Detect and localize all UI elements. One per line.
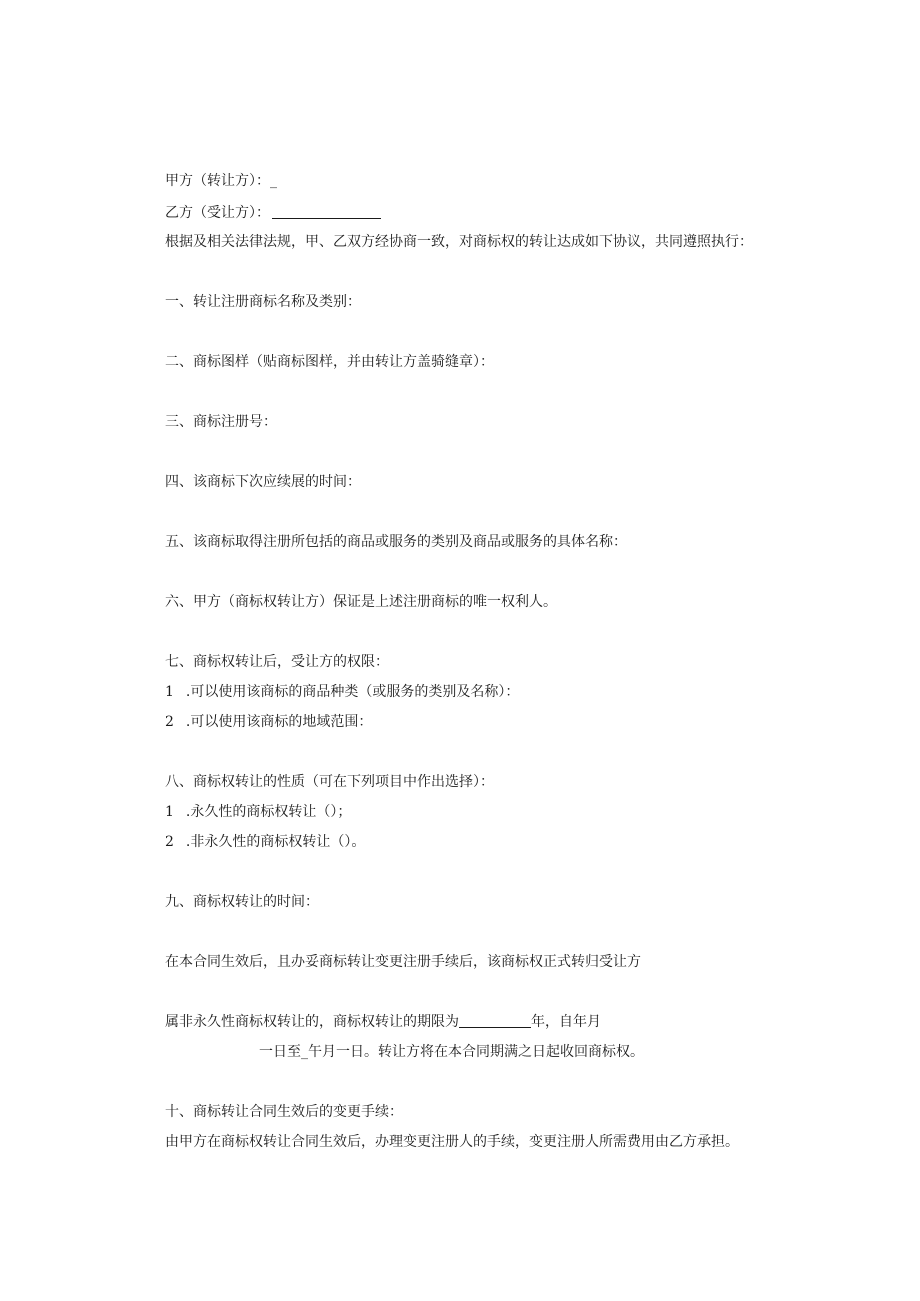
section-2-heading: 二、商标图样（贴商标图样，并由转让方盖骑缝章）： [165, 354, 494, 370]
party-b-label: 乙方（受让方）： [165, 205, 270, 221]
section-1-heading: 一、转让注册商标名称及类别： [165, 294, 361, 310]
section-9-paragraph-2 [165, 1012, 601, 1032]
section-7-heading: 七、商标权转让后，受让方的权限： [165, 654, 389, 670]
section-5-heading: 五、该商标取得注册所包括的商品或服务的类别及商品或服务的具体名称： [165, 534, 627, 550]
item-text: .非永久性的商标权转让（）。 [185, 834, 366, 850]
section-8-item-2 [165, 832, 365, 852]
item-text: .可以使用该商标的商品种类（或服务的类别及名称）： [185, 684, 520, 700]
term-text-end: 年，自年月 [531, 1014, 601, 1030]
party-b-line [165, 203, 381, 223]
section-8-heading: 八、商标权转让的性质（可在下列项目中作出选择）： [165, 774, 494, 790]
term-years-blank [459, 1013, 531, 1028]
section-9-paragraph-1: 在本合同生效后，且办妥商标转让变更注册手续后，该商标权正式转归受让方 [165, 954, 641, 970]
section-7-item-1 [165, 682, 519, 702]
term-text-start: 属非永久性商标权转让的，商标权转让的期限为 [165, 1014, 459, 1030]
section-6-heading: 六、甲方（商标权转让方）保证是上述注册商标的唯一权利人。 [165, 594, 557, 610]
section-10-heading: 十、商标转让合同生效后的变更手续： [165, 1104, 403, 1120]
party-a-label: 甲方（转让方）： [165, 173, 270, 189]
item-number: 2 [165, 714, 174, 730]
party-b-blank [272, 204, 381, 219]
section-7-item-2 [165, 712, 372, 732]
item-number: 1 [165, 804, 174, 820]
party-a-line [165, 171, 277, 191]
item-number: 2 [165, 834, 174, 850]
section-3-heading: 三、商标注册号： [165, 414, 277, 430]
item-number: 1 [165, 684, 174, 700]
section-9-heading: 九、商标权转让的时间： [165, 894, 319, 910]
preamble: 根据及相关法律法规，甲、乙双方经协商一致，对商标权的转让达成如下协议，共同遵照执行： [165, 234, 753, 250]
section-8-item-1 [165, 802, 351, 822]
item-text: .可以使用该商标的地域范围： [185, 714, 373, 730]
section-4-heading: 四、该商标下次应续展的时间： [165, 474, 361, 490]
item-text: .永久性的商标权转让（）； [185, 804, 352, 820]
party-a-blank: _ [270, 173, 277, 189]
section-9-paragraph-3: 一日至_午月一日。转让方将在本合同期满之日起收回商标权。 [259, 1044, 644, 1060]
section-10-paragraph: 由甲方在商标权转让合同生效后，办理变更注册人的手续，变更注册人所需费用由乙方承担。 [165, 1134, 739, 1150]
